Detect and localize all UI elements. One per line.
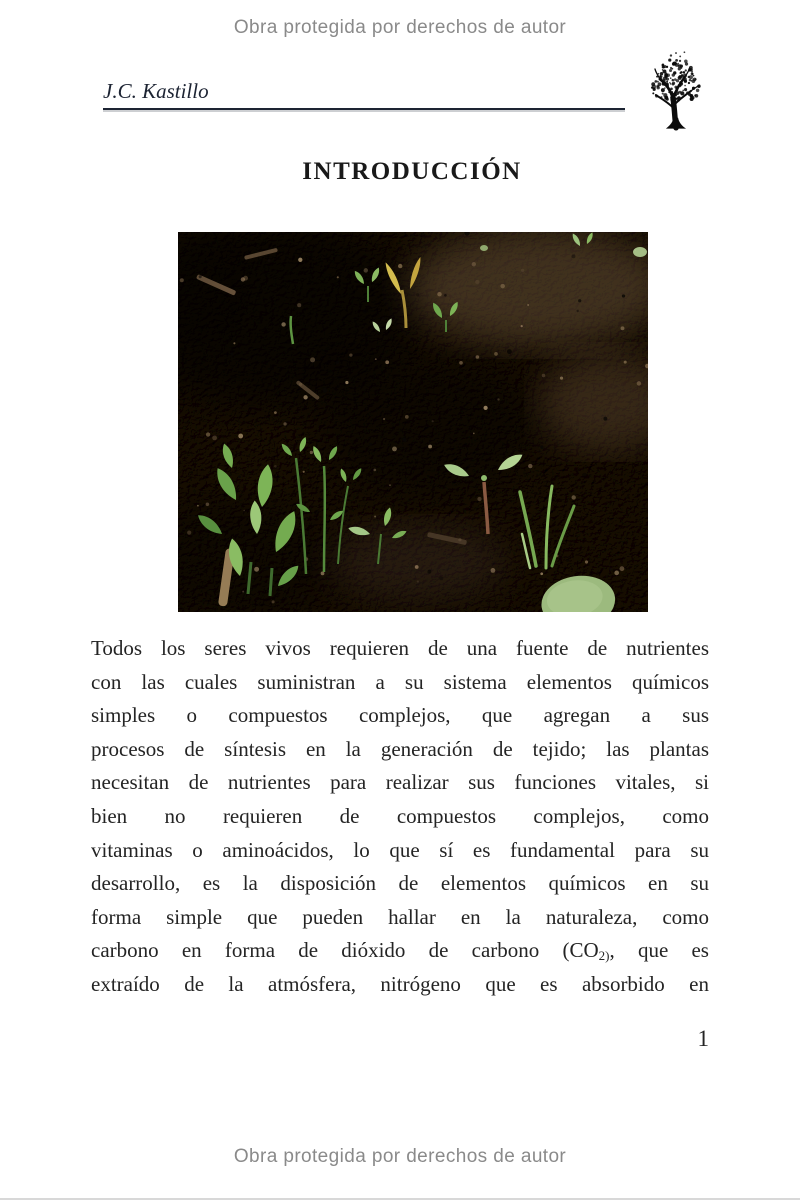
- page-number: 1: [697, 1026, 709, 1051]
- co2-post: , que es: [609, 938, 709, 963]
- body-line: extraído de la atmósfera, nitrógeno que es absorbido en: [91, 971, 709, 996]
- body-line: con las cuales suministran a su sistema elementos químicos: [91, 669, 709, 694]
- copyright-notice-top: Obra protegida por derechos de autor: [233, 17, 567, 38]
- body-line: bien no requieren de compuestos complejos, como: [91, 803, 709, 828]
- body-line: forma simple que pueden hallar en la naturaleza, como: [91, 904, 709, 929]
- body-line: necesitan de nutrientes para realizar sus funciones vitales, si: [91, 770, 709, 795]
- header-rule: [103, 108, 625, 110]
- copyright-notice-bottom: Obra protegida por derechos de autor: [233, 1146, 567, 1167]
- tree-icon: [634, 48, 718, 132]
- body-line: vitaminas o aminoácidos, lo que sí es fundamental para su: [91, 837, 709, 862]
- body-line-co2: [91, 934, 709, 968]
- author-name: J.C. Kastillo: [103, 79, 209, 103]
- chapter-title: INTRODUCCIÓN: [302, 158, 522, 185]
- body-line: procesos de síntesis en la generación de tejido; las plantas: [91, 736, 709, 761]
- co2-pre: carbono en forma de dióxido de carbono (CO: [91, 938, 599, 963]
- body-line: simples o compuestos complejos, que agregan a sus: [91, 703, 709, 728]
- body-paragraph: [91, 632, 709, 1002]
- body-line: Todos los seres vivos requieren de una fuente de nutrientes: [91, 636, 709, 660]
- co2-subscript: 2): [598, 948, 610, 964]
- seedlings-photo: [178, 232, 648, 612]
- body-line: desarrollo, es la disposición de elementos químicos en su: [91, 871, 709, 896]
